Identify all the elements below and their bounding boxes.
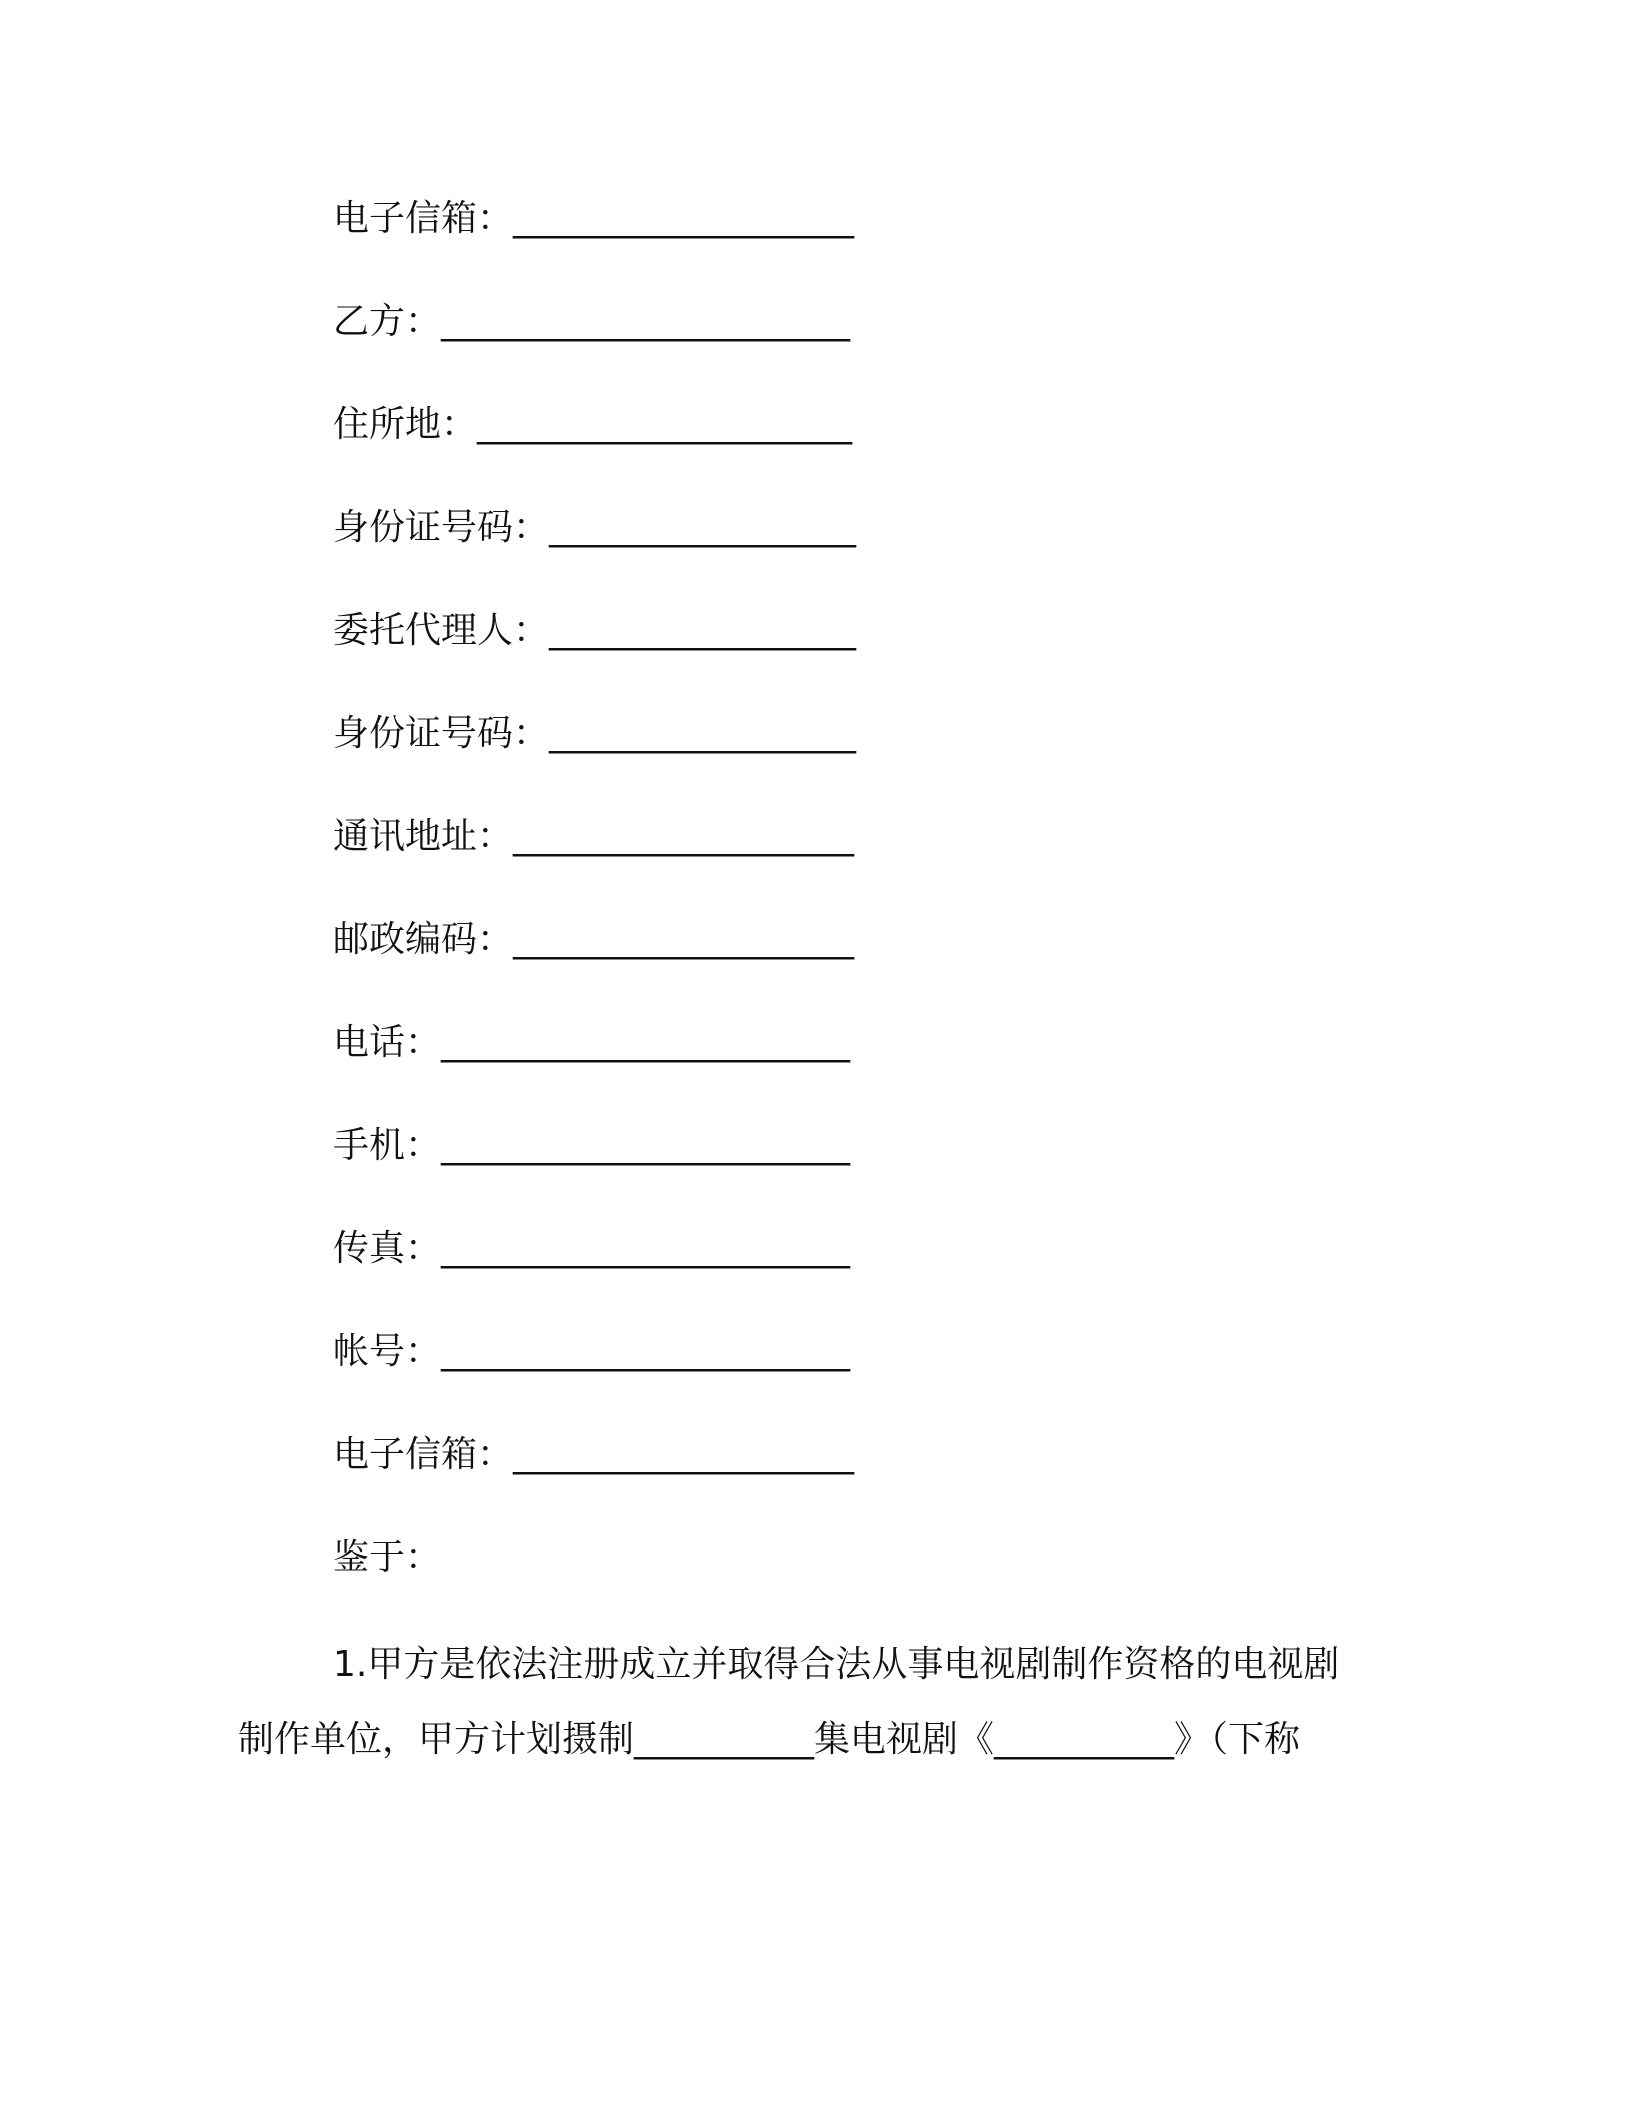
fill-in-blank: __________________	[549, 610, 856, 651]
field-account	[333, 1328, 849, 1376]
whereas-heading: 鉴于：	[333, 1537, 442, 1578]
fill-in-blank: ________________________	[441, 301, 850, 342]
field-mailing-address	[333, 813, 853, 861]
field-label: 邮政编码：	[333, 919, 514, 960]
field-agent	[333, 607, 855, 655]
fill-in-blank: ____________________	[513, 919, 854, 960]
field-label: 身份证号码：	[333, 713, 550, 754]
field-agent-id-number	[333, 710, 855, 758]
field-label: 乙方：	[333, 301, 442, 342]
fill-in-blank: ________________________	[441, 1022, 850, 1063]
field-party-b	[333, 298, 849, 346]
fill-in-blank: ________________________	[441, 1228, 850, 1269]
field-label: 身份证号码：	[333, 507, 550, 548]
fill-in-blank: ________________________	[441, 1331, 850, 1372]
field-label: 通讯地址：	[333, 816, 514, 857]
fill-in-blank: ____________________	[513, 1434, 854, 1475]
fill-in-blank: __________________	[549, 507, 856, 548]
clause-1-line-2: 制作单位，甲方计划摄制__________集电视剧《__________》（下称	[238, 1719, 1301, 1760]
field-label: 帐号：	[333, 1331, 442, 1372]
fill-in-blank: ____________________	[513, 198, 854, 239]
field-label: 住所地：	[333, 404, 478, 445]
field-postal-code	[333, 916, 853, 964]
field-label: 电子信箱：	[333, 1434, 514, 1475]
field-id-number	[333, 504, 855, 552]
field-telephone	[333, 1019, 849, 1067]
fill-in-blank: ________________________	[441, 1125, 850, 1166]
field-label: 手机：	[333, 1125, 442, 1166]
field-email-party-b	[333, 1431, 853, 1479]
field-mobile	[333, 1122, 849, 1170]
field-domicile	[333, 401, 851, 449]
clause-1-line-1: 1.甲方是依法注册成立并取得合法从事电视剧制作资格的电视剧	[333, 1644, 1340, 1685]
field-email-party-a	[333, 195, 853, 243]
field-fax	[333, 1225, 849, 1273]
fill-in-blank: ____________________	[513, 816, 854, 857]
fill-in-blank: ______________________	[477, 404, 852, 445]
field-label: 电子信箱：	[333, 198, 514, 239]
field-label: 委托代理人：	[333, 610, 550, 651]
fill-in-blank: __________________	[549, 713, 856, 754]
field-label: 传真：	[333, 1228, 442, 1269]
field-label: 电话：	[333, 1022, 442, 1063]
